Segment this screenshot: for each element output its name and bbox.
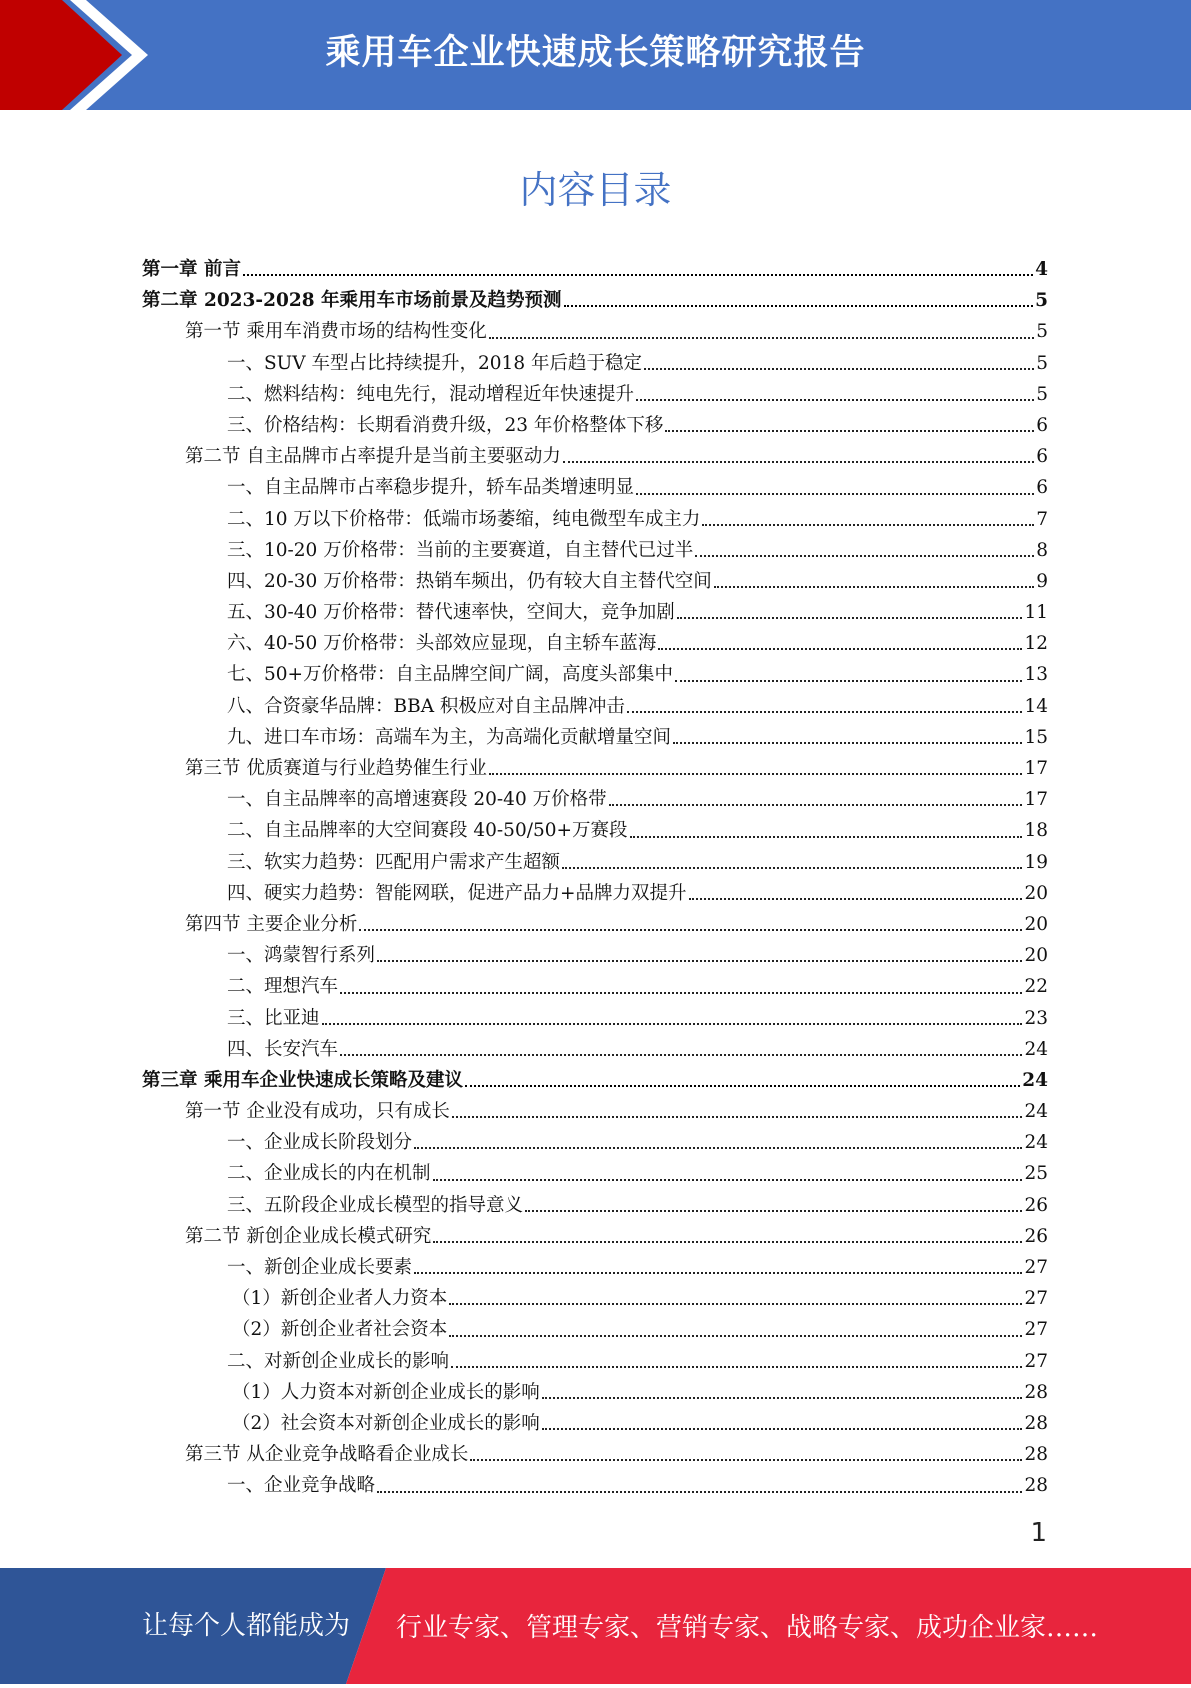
toc-entry-label: 一、鸿蒙智行系列 xyxy=(227,945,376,967)
toc-entry-page: 24 xyxy=(1022,1069,1048,1091)
toc-leader-dots xyxy=(564,305,1034,307)
toc-entry-page: 13 xyxy=(1024,664,1048,686)
toc-entry-label: 二、自主品牌率的大空间赛段 40-50/50+万赛段 xyxy=(227,820,628,842)
toc-entry[interactable] xyxy=(142,504,1048,535)
toc-leader-dots xyxy=(542,1428,1023,1430)
toc-leader-dots xyxy=(377,1491,1022,1493)
toc-entry[interactable] xyxy=(142,1408,1048,1439)
toc-entry-label: 八、合资豪华品牌：BBA 积极应对自主品牌冲击 xyxy=(227,695,625,717)
toc-entry[interactable] xyxy=(142,410,1048,441)
toc-entry-label: 二、10 万以下价格带：低端市场萎缩，纯电微型车成主力 xyxy=(227,508,701,530)
toc-leader-dots xyxy=(433,1241,1022,1243)
toc-entry-page: 20 xyxy=(1024,945,1048,967)
toc-entry[interactable] xyxy=(142,566,1048,597)
toc-entry-label: 二、理想汽车 xyxy=(227,976,339,998)
toc-entry-page: 5 xyxy=(1036,383,1048,405)
toc-entry-label: （2）社会资本对新创企业成长的影响 xyxy=(232,1412,540,1434)
toc-leader-dots xyxy=(675,680,1022,682)
toc-entry-label: 第一节 乘用车消费市场的结构性变化 xyxy=(185,321,487,343)
toc-entry[interactable] xyxy=(142,909,1048,940)
toc-entry-label: （1）新创企业者人力资本 xyxy=(232,1288,448,1310)
toc-entry-page: 20 xyxy=(1024,882,1048,904)
toc-leader-dots xyxy=(689,898,1023,900)
toc-entry-label: 四、硬实力趋势：智能网联，促进产品力+品牌力双提升 xyxy=(227,882,687,904)
toc-entry-page: 17 xyxy=(1024,758,1048,779)
toc-entry-label: （2）新创企业者社会资本 xyxy=(232,1319,448,1341)
toc-leader-dots xyxy=(644,368,1034,370)
toc-leader-dots xyxy=(322,1023,1023,1025)
toc-leader-dots xyxy=(433,1179,1023,1181)
toc-leader-dots xyxy=(658,648,1022,650)
toc-entry[interactable] xyxy=(142,971,1048,1002)
toc-entry-label: 第二节 自主品牌市占率提升是当前主要驱动力 xyxy=(185,446,561,468)
toc-entry-page: 11 xyxy=(1024,602,1048,624)
toc-entry[interactable] xyxy=(142,441,1048,472)
toc-entry-label: 九、进口车市场：高端车为主，为高端化贡献增量空间 xyxy=(227,726,672,748)
toc-entry[interactable] xyxy=(142,659,1048,690)
toc-entry-label: 四、长安汽车 xyxy=(227,1038,339,1060)
toc-entry-label: 一、新创企业成长要素 xyxy=(227,1257,413,1278)
toc-entry[interactable] xyxy=(142,1190,1048,1221)
report-title: 乘用车企业快速成长策略研究报告 xyxy=(325,33,866,73)
toc-entry-page: 28 xyxy=(1024,1381,1048,1403)
toc-entry-page: 27 xyxy=(1024,1319,1048,1341)
toc-leader-dots xyxy=(525,1210,1022,1212)
toc-leader-dots xyxy=(673,742,1022,744)
toc-entry-page: 12 xyxy=(1024,633,1048,655)
toc-entry-label: 第三节 从企业竞争战略看企业成长 xyxy=(185,1444,469,1466)
toc-entry-page: 15 xyxy=(1024,726,1048,748)
toc-entry-label: 一、自主品牌率的高增速赛段 20-40 万价格带 xyxy=(227,789,607,811)
toc-entry[interactable] xyxy=(142,535,1048,566)
toc-entry[interactable] xyxy=(142,1096,1048,1127)
toc-entry-page: 24 xyxy=(1024,1132,1048,1154)
toc-entry[interactable] xyxy=(142,722,1048,753)
toc-entry[interactable] xyxy=(142,472,1048,503)
toc-entry-page: 6 xyxy=(1036,446,1048,468)
toc-entry-page: 18 xyxy=(1024,820,1048,842)
toc-entry[interactable] xyxy=(142,254,1048,285)
toc-entry[interactable] xyxy=(142,628,1048,659)
toc-entry-page: 17 xyxy=(1024,789,1048,811)
toc-entry[interactable] xyxy=(142,1127,1048,1158)
toc-entry-page: 24 xyxy=(1024,1101,1048,1123)
toc-entry-label: 一、SUV 车型占比持续提升，2018 年后趋于稳定 xyxy=(227,352,642,374)
toc-entry-page: 26 xyxy=(1024,1225,1048,1247)
toc-entry[interactable] xyxy=(142,379,1048,410)
toc-leader-dots xyxy=(636,493,1034,495)
toc-entry[interactable] xyxy=(142,691,1048,722)
toc-entry-label: 三、价格结构：长期看消费升级，23 年价格整体下移 xyxy=(227,414,664,436)
toc-entry[interactable] xyxy=(142,1283,1048,1314)
toc-entry-page: 28 xyxy=(1024,1444,1048,1466)
toc-entry[interactable] xyxy=(142,1221,1048,1252)
toc-entry-label: 六、40-50 万价格带：头部效应显现，自主轿车蓝海 xyxy=(227,633,657,655)
toc-leader-dots xyxy=(630,836,1023,838)
toc-entry[interactable] xyxy=(142,1003,1048,1034)
toc-entry-page: 5 xyxy=(1036,352,1048,374)
toc-entry[interactable] xyxy=(142,1346,1048,1377)
toc-entry[interactable] xyxy=(142,847,1048,878)
toc-entry-label: 一、自主品牌市占率稳步提升，轿车品类增速明显 xyxy=(227,477,635,499)
toc-entry-label: 三、五阶段企业成长模型的指导意义 xyxy=(227,1194,524,1216)
toc-leader-dots xyxy=(627,711,1023,713)
page-footer xyxy=(0,1568,1191,1684)
toc-entry[interactable] xyxy=(142,597,1048,628)
toc-entry-page: 4 xyxy=(1035,259,1048,280)
toc-leader-dots xyxy=(489,773,1023,775)
toc-entry-label: 三、软实力趋势：匹配用户需求产生超额 xyxy=(227,851,561,873)
toc-entry-label: 三、10-20 万价格带：当前的主要赛道，自主替代已过半 xyxy=(227,539,694,561)
toc-entry[interactable] xyxy=(142,285,1048,316)
toc-leader-dots xyxy=(414,1272,1022,1274)
toc-entry-page: 27 xyxy=(1024,1350,1048,1372)
toc-entry-label: 第一节 企业没有成功，只有成长 xyxy=(185,1101,450,1123)
toc-entry-label: 第三节 优质赛道与行业趋势催生行业 xyxy=(185,758,487,779)
toc-entry-label: 四、20-30 万价格带：热销车频出，仍有较大自主替代空间 xyxy=(227,570,712,592)
toc-leader-dots xyxy=(340,992,1022,994)
toc-entry-label: 二、企业成长的内在机制 xyxy=(227,1163,431,1185)
toc-heading: 内容目录 xyxy=(519,168,672,212)
toc-leader-dots xyxy=(452,1116,1023,1118)
toc-leader-dots xyxy=(340,1054,1022,1056)
toc-entry-label: 一、企业竞争战略 xyxy=(227,1475,376,1497)
toc-entry[interactable] xyxy=(142,348,1048,379)
toc-leader-dots xyxy=(695,555,1034,557)
toc-entry-label: 第一章 前言 xyxy=(142,259,241,280)
toc-leader-dots xyxy=(414,1147,1022,1149)
table-of-contents xyxy=(142,254,1048,1502)
toc-entry[interactable] xyxy=(142,878,1048,909)
toc-leader-dots xyxy=(542,1397,1023,1399)
toc-entry-label: 第四节 主要企业分析 xyxy=(185,913,358,935)
toc-entry-label: 第三章 乘用车企业快速成长策略及建议 xyxy=(142,1069,463,1091)
toc-entry[interactable] xyxy=(142,815,1048,846)
toc-entry-page: 23 xyxy=(1024,1007,1048,1029)
toc-entry-page: 5 xyxy=(1036,321,1048,343)
toc-entry-label: 三、比亚迪 xyxy=(227,1007,320,1029)
toc-leader-dots xyxy=(563,461,1034,463)
toc-entry-label: 五、30-40 万价格带：替代速率快，空间大，竞争加剧 xyxy=(227,602,675,624)
toc-entry[interactable] xyxy=(142,1158,1048,1189)
toc-entry-page: 27 xyxy=(1024,1288,1048,1310)
toc-entry-label: 二、燃料结构：纯电先行，混动增程近年快速提升 xyxy=(227,383,635,405)
toc-entry[interactable] xyxy=(142,1034,1048,1065)
page-header xyxy=(0,0,1191,110)
toc-leader-dots xyxy=(702,524,1034,526)
toc-entry-page: 6 xyxy=(1036,414,1048,436)
toc-leader-dots xyxy=(449,1303,1022,1305)
toc-entry-page: 24 xyxy=(1024,1038,1048,1060)
toc-leader-dots xyxy=(677,617,1023,619)
page-number: 1 xyxy=(1030,1518,1047,1548)
toc-entry-page: 25 xyxy=(1024,1163,1048,1185)
toc-entry-label: 第二节 新创企业成长模式研究 xyxy=(185,1225,432,1247)
toc-leader-dots xyxy=(609,804,1023,806)
toc-leader-dots xyxy=(465,1085,1020,1087)
toc-leader-dots xyxy=(243,274,1033,276)
toc-leader-dots xyxy=(636,399,1034,401)
toc-entry-label: （1）人力资本对新创企业成长的影响 xyxy=(232,1381,540,1403)
toc-leader-dots xyxy=(451,1366,1022,1368)
toc-leader-dots xyxy=(449,1335,1022,1337)
toc-entry[interactable] xyxy=(142,940,1048,971)
toc-leader-dots xyxy=(489,337,1034,339)
toc-entry-page: 28 xyxy=(1024,1475,1048,1497)
toc-entry[interactable] xyxy=(142,784,1048,815)
toc-entry-page: 9 xyxy=(1036,570,1048,592)
toc-entry-label: 一、企业成长阶段划分 xyxy=(227,1132,413,1154)
toc-entry-page: 8 xyxy=(1036,539,1048,561)
toc-entry[interactable] xyxy=(142,1314,1048,1345)
toc-leader-dots xyxy=(714,586,1035,588)
toc-entry-label: 第二章 2023-2028 年乘用车市场前景及趋势预测 xyxy=(142,290,562,312)
toc-leader-dots xyxy=(665,430,1034,432)
toc-entry-page: 14 xyxy=(1024,695,1048,717)
toc-entry[interactable] xyxy=(142,753,1048,784)
toc-entry-page: 19 xyxy=(1024,851,1048,873)
footer-slogan-left: 让每个人都能成为 xyxy=(142,1611,351,1641)
toc-entry[interactable] xyxy=(142,316,1048,347)
toc-leader-dots xyxy=(470,1459,1022,1461)
toc-leader-dots xyxy=(359,929,1022,931)
toc-entry-label: 二、对新创企业成长的影响 xyxy=(227,1350,450,1372)
toc-leader-dots xyxy=(377,960,1022,962)
toc-entry-page: 6 xyxy=(1036,477,1048,499)
toc-entry[interactable] xyxy=(142,1377,1048,1408)
toc-entry[interactable] xyxy=(142,1470,1048,1501)
footer-slogan-right: 行业专家、管理专家、营销专家、战略专家、成功企业家…… xyxy=(396,1613,1099,1643)
toc-entry-page: 20 xyxy=(1024,913,1048,935)
toc-entry-page: 27 xyxy=(1024,1257,1048,1278)
toc-entry-page: 22 xyxy=(1024,976,1048,998)
toc-entry-page: 5 xyxy=(1035,290,1048,312)
toc-entry-page: 7 xyxy=(1036,508,1048,530)
toc-leader-dots xyxy=(562,867,1022,869)
toc-entry-page: 28 xyxy=(1024,1412,1048,1434)
toc-entry[interactable] xyxy=(142,1252,1048,1283)
toc-entry-label: 七、50+万价格带：自主品牌空间广阔，高度头部集中 xyxy=(227,664,674,686)
toc-entry[interactable] xyxy=(142,1439,1048,1470)
toc-entry[interactable] xyxy=(142,1065,1048,1096)
toc-entry-page: 26 xyxy=(1024,1194,1048,1216)
